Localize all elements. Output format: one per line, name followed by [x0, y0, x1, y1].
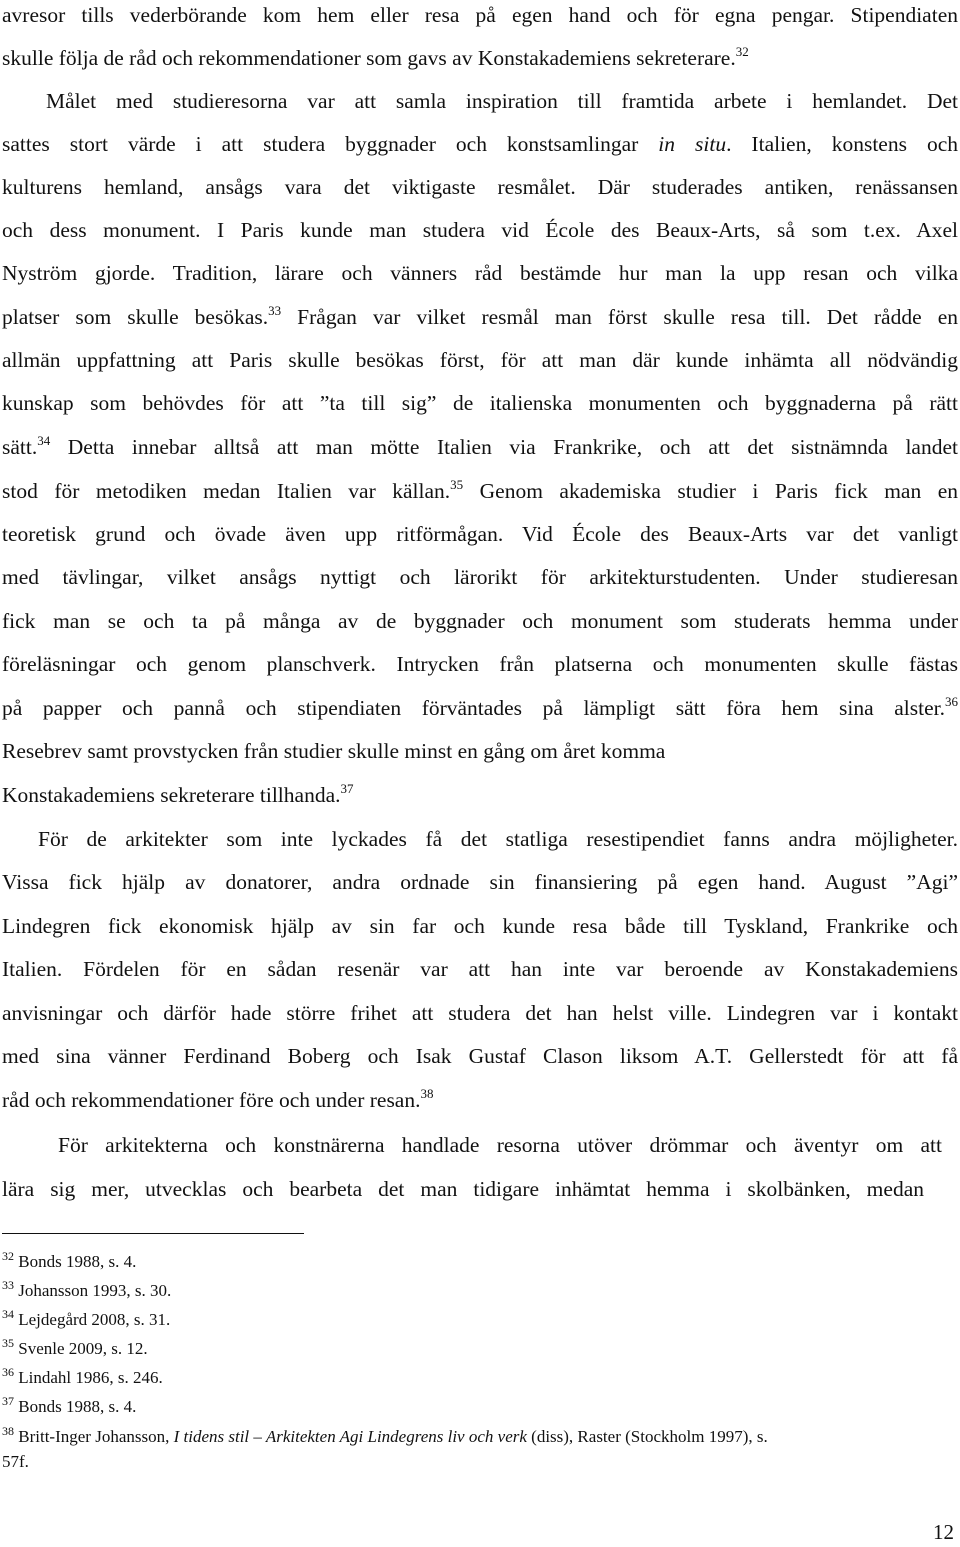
- footnote-text: Bonds 1988, s. 4.: [18, 1252, 137, 1271]
- footnote-ref-33[interactable]: 33: [268, 303, 282, 318]
- text: Detta innebar alltså att man mötte Italien via Frankrike, och att det sistnämnda landet: [50, 435, 958, 459]
- footnote-35: [2, 1338, 958, 1360]
- page-number: 12: [933, 1520, 954, 1544]
- footnote-37: [2, 1396, 958, 1418]
- footnote-ref-34[interactable]: 34: [37, 433, 51, 448]
- text: kunskap som behövdes för att ”ta till sig” de italienska monumenten och byggnaderna på rätt: [2, 391, 958, 415]
- body-line-23: [2, 954, 958, 984]
- text: Vissa fick hjälp av donatorer, andra ordnade sin finansiering på egen hand. August ”Agi”: [2, 870, 958, 894]
- body-line-14: [2, 562, 958, 592]
- text: Resebrev samt provstycken från studier skulle minst en gång om året komma: [2, 739, 666, 763]
- body-line-9: [2, 345, 958, 375]
- footnote-38-continuation: [2, 1451, 958, 1473]
- text: sätt.: [2, 435, 38, 459]
- footnote-text: Britt-Inger Johansson,: [18, 1427, 174, 1446]
- text: med sina vänner Ferdinand Boberg och Isak Gustaf Clason liksom A.T. Gellerstedt för att få: [2, 1044, 958, 1068]
- body-line-12: [2, 476, 958, 506]
- footnote-ref-35[interactable]: 35: [450, 477, 464, 492]
- footnote-text: Svenle 2009, s. 12.: [18, 1339, 148, 1358]
- text: allmän uppfattning att Paris skulle besökas först, för att man där kunde inhämta all nödvändig: [2, 348, 958, 372]
- footnote-number: 34: [2, 1307, 14, 1321]
- text: skulle följa de råd och rekommendationer som gavs av Konstakademiens sekreterare.: [2, 46, 736, 70]
- text: fick man se och ta på många av de byggnader och monument som studerats hemma under: [2, 609, 958, 633]
- text: platser som skulle besökas.: [2, 305, 269, 329]
- footnote-36: [2, 1367, 958, 1389]
- body-line-7: [2, 258, 958, 288]
- footnote-separator: [2, 1233, 304, 1234]
- body-line-10: [2, 388, 958, 418]
- body-line-18: [2, 736, 958, 766]
- text: Frågan var vilket resmål man först skulle resa till. Det rådde en: [281, 305, 958, 329]
- italic-term: in situ: [658, 132, 727, 156]
- text: kulturens hemland, ansågs vara det viktigaste resmålet. Där studerades antiken, renässansen: [2, 175, 958, 199]
- text: För de arkitekter som inte lyckades få det statliga resestipendiet fanns andra möjligheter.: [38, 827, 958, 851]
- body-line-11: [2, 432, 958, 462]
- body-line-3: [46, 86, 958, 116]
- body-line-1: [2, 0, 958, 30]
- body-line-17: [2, 693, 958, 723]
- text: föreläsningar och genom planschverk. Intrycken från platserna och monumenten skulle fästas: [2, 652, 958, 676]
- body-line-22: [2, 911, 958, 941]
- text: råd och rekommendationer före och under resan.: [2, 1088, 421, 1112]
- body-line-16: [2, 649, 958, 679]
- footnote-number: 38: [2, 1424, 14, 1438]
- footnote-number: 35: [2, 1336, 14, 1350]
- body-line-15: [2, 606, 958, 636]
- text: lära sig mer, utvecklas och bearbeta det man tidigare inhämtat hemma i skolbänken, medan: [2, 1177, 924, 1201]
- footnote-text: 57f.: [2, 1452, 29, 1471]
- body-line-24: [2, 998, 958, 1028]
- footnote-number: 37: [2, 1394, 14, 1408]
- body-line-19: [2, 780, 958, 810]
- footnote-32: [2, 1251, 958, 1273]
- footnote-ref-32[interactable]: 32: [735, 44, 749, 59]
- body-line-20: [38, 824, 958, 854]
- text: avresor tills vederbörande kom hem eller resa på egen hand och för egna pengar. Stipendiaten: [2, 3, 958, 27]
- text: sattes stort värde i att studera byggnader och konstsamlingar: [2, 132, 659, 156]
- footnote-ref-37[interactable]: 37: [340, 781, 354, 796]
- footnote-38: [2, 1426, 958, 1448]
- body-line-28: [2, 1174, 924, 1204]
- footnote-number: 36: [2, 1365, 14, 1379]
- footnote-ref-38[interactable]: 38: [420, 1086, 434, 1101]
- footnote-33: [2, 1280, 958, 1302]
- body-line-5: [2, 172, 958, 202]
- text: stod för metodiken medan Italien var källan.: [2, 479, 451, 503]
- footnote-number: 33: [2, 1278, 14, 1292]
- text: anvisningar och därför hade större frihet att studera det han helst ville. Lindegren var i kontakt: [2, 1001, 958, 1025]
- text: Italien. Fördelen för en sådan resenär var att han inte var beroende av Konstakademiens: [2, 957, 958, 981]
- footnote-book-title: I tidens stil – Arkitekten Agi Lindegrens liv och verk: [173, 1427, 527, 1446]
- text: Målet med studieresorna var att samla inspiration till framtida arbete i hemlandet. Det: [46, 89, 958, 113]
- footnote-text: (diss), Raster (Stockholm 1997), s.: [526, 1427, 768, 1446]
- footnote-number: 32: [2, 1249, 14, 1263]
- text: teoretisk grund och övade även upp ritförmågan. Vid École des Beaux-Arts var det vanligt: [2, 522, 958, 546]
- text: på papper och pannå och stipendiaten förväntades på lämpligt sätt föra hem sina alster.: [2, 696, 945, 720]
- footnote-text: Bonds 1988, s. 4.: [18, 1397, 137, 1416]
- text: med tävlingar, vilket ansågs nyttigt och lärorikt för arkitekturstudenten. Under studieresan: [2, 565, 958, 589]
- body-line-8: [2, 302, 958, 332]
- text: Genom akademiska studier i Paris fick man en: [463, 479, 958, 503]
- body-line-2: [2, 43, 958, 73]
- text: . Italien, konstens och: [726, 132, 958, 156]
- footnote-text: Lejdegård 2008, s. 31.: [18, 1310, 171, 1329]
- footnote-text: Johansson 1993, s. 30.: [18, 1281, 172, 1300]
- body-line-26: [2, 1085, 958, 1115]
- footnote-ref-36[interactable]: 36: [945, 694, 958, 709]
- text: och dess monument. I Paris kunde man studera vid École des Beaux-Arts, så som t.ex. Axel: [2, 218, 958, 242]
- body-line-6: [2, 215, 958, 245]
- body-line-4: [2, 129, 958, 159]
- footnote-34: [2, 1309, 958, 1331]
- body-line-21: [2, 867, 958, 897]
- body-line-13: [2, 519, 958, 549]
- footnote-text: Lindahl 1986, s. 246.: [18, 1368, 163, 1387]
- body-line-27: [58, 1130, 942, 1160]
- text: Nyström gjorde. Tradition, lärare och vänners råd bestämde hur man la upp resan och vilka: [2, 261, 958, 285]
- text: Konstakademiens sekreterare tillhanda.: [2, 783, 341, 807]
- body-line-25: [2, 1041, 958, 1071]
- text: För arkitekterna och konstnärerna handlade resorna utöver drömmar och äventyr om att: [58, 1133, 942, 1157]
- text: Lindegren fick ekonomisk hjälp av sin far och kunde resa både till Tyskland, Frankrike och: [2, 914, 958, 938]
